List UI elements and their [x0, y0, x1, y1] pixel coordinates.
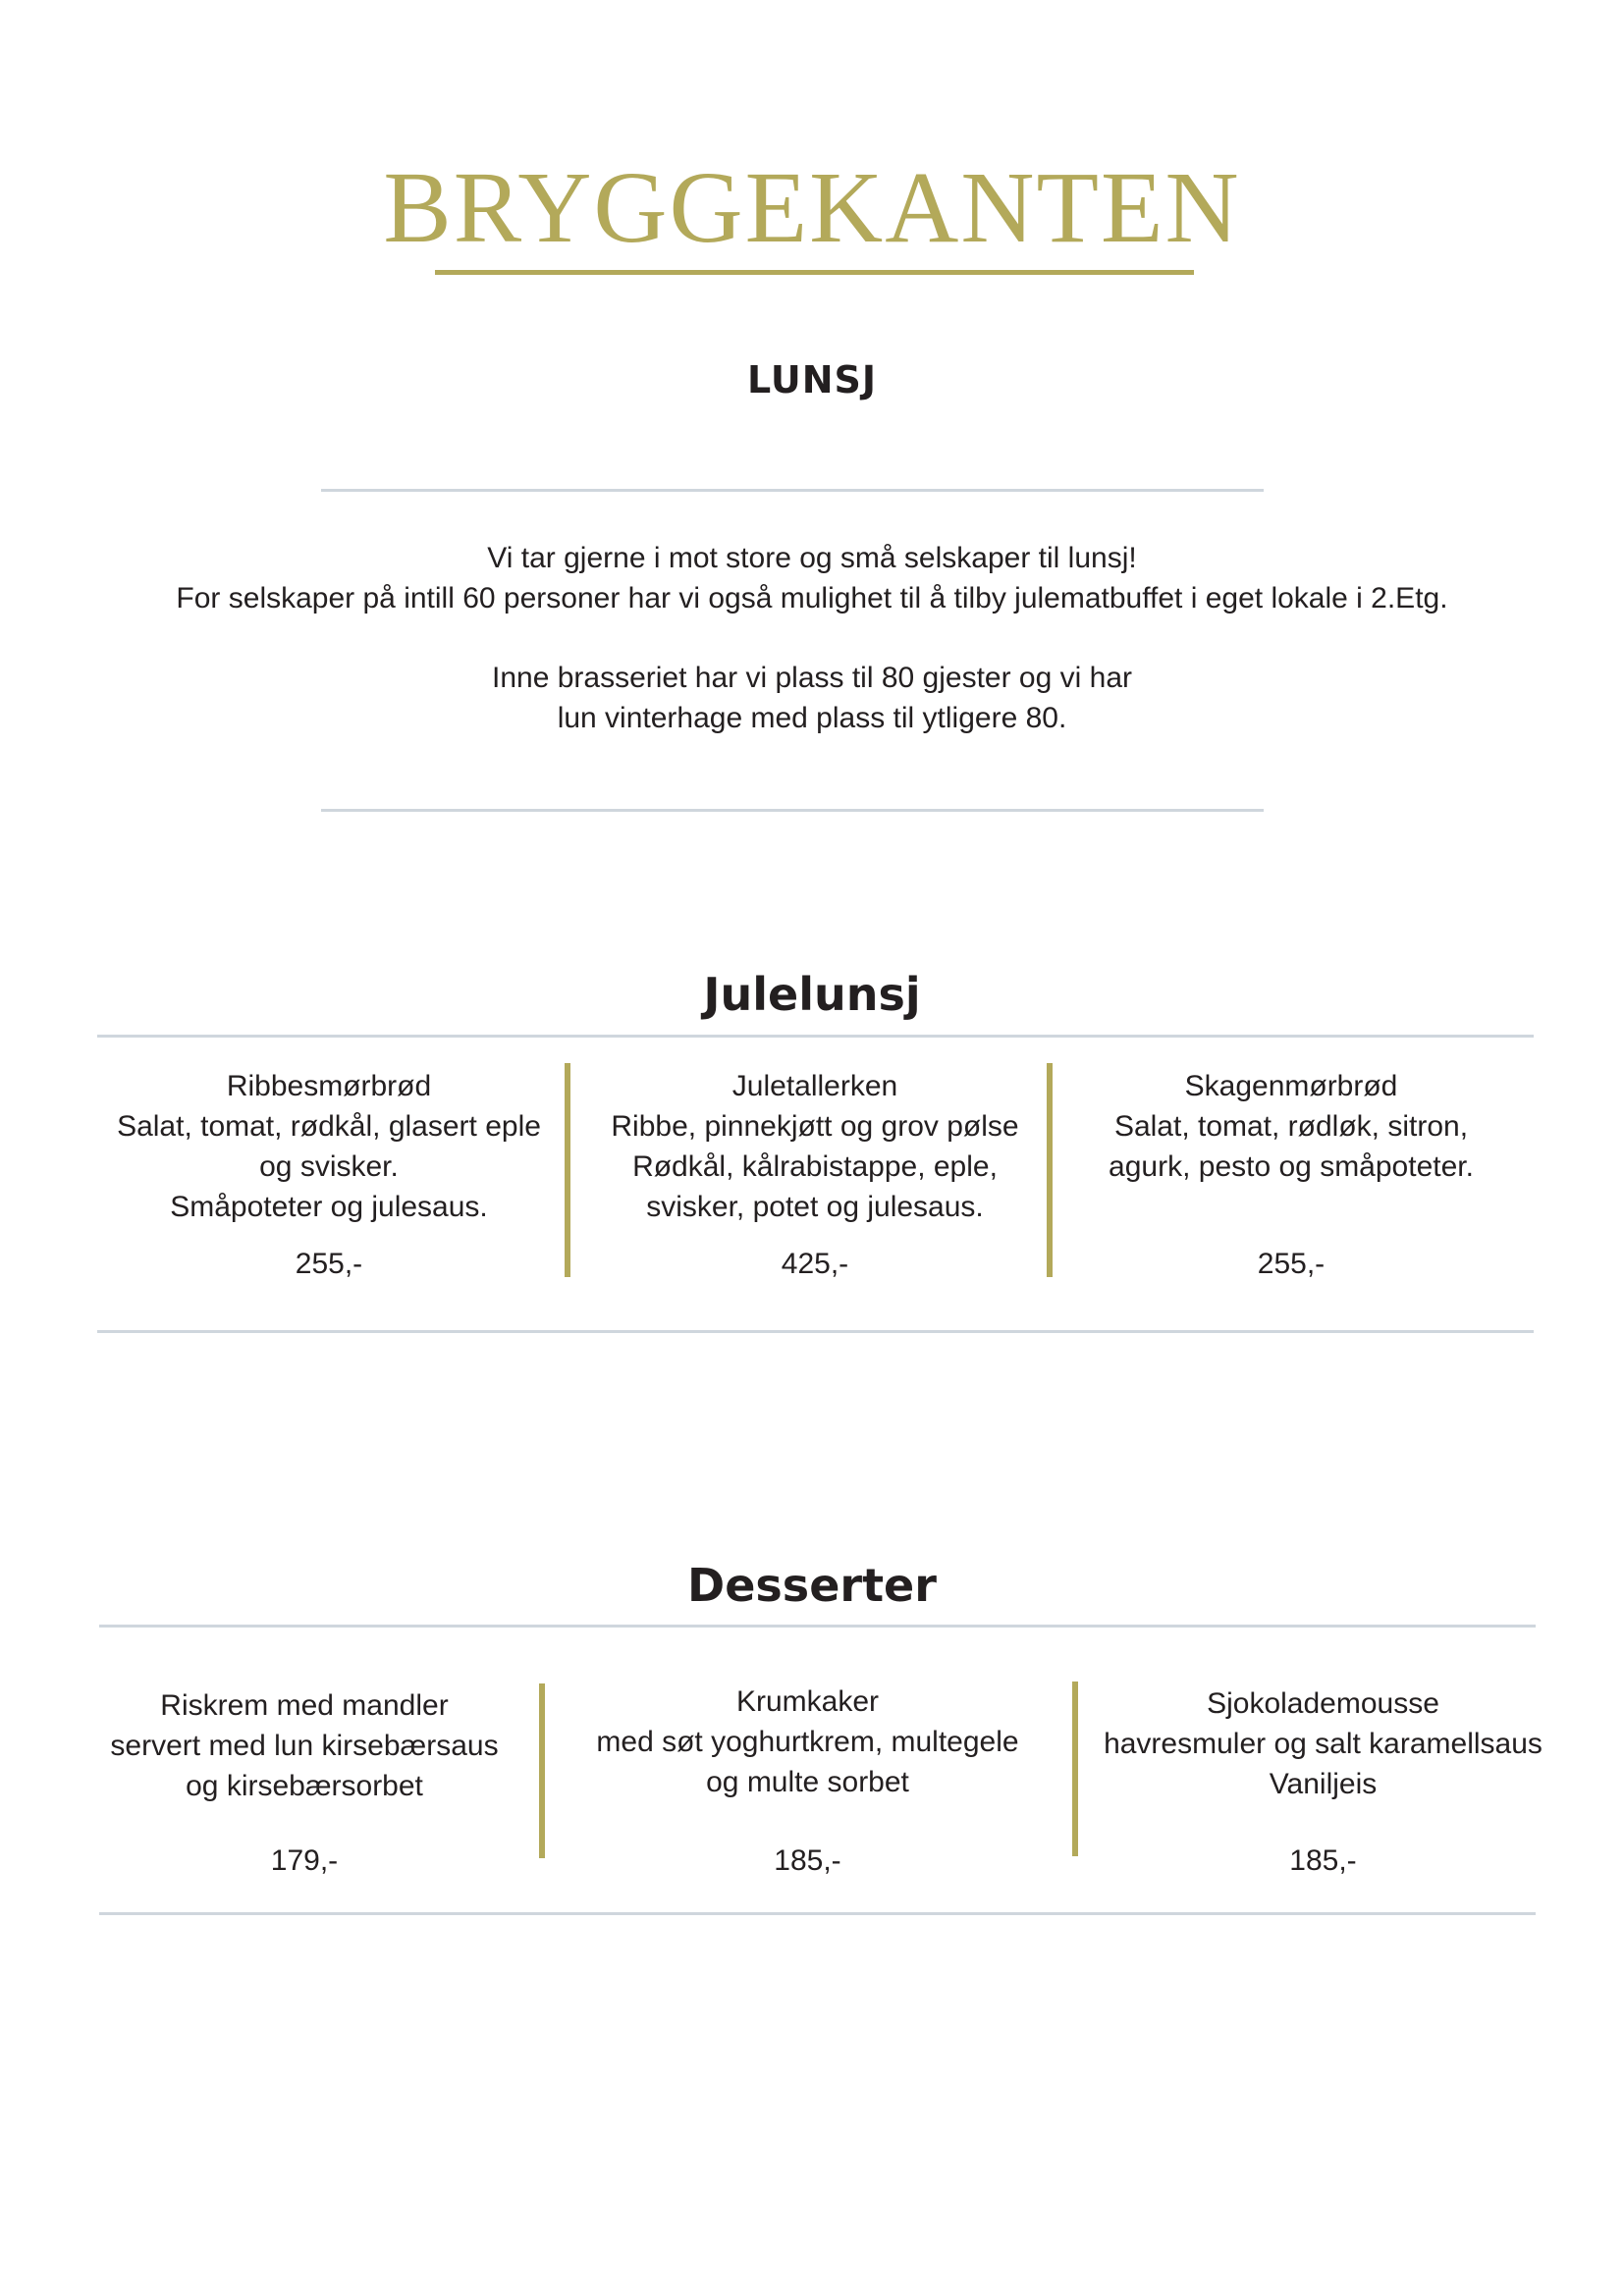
- dish-description: svisker, potet og julesaus.: [646, 1191, 984, 1223]
- column-divider: [539, 1683, 545, 1858]
- divider-top: [321, 489, 1264, 492]
- intro-line: lun vinterhage med plass til ytligere 80.: [557, 702, 1067, 734]
- intro-line: Vi tar gjerne i mot store og små selskaper til lunsj!: [487, 542, 1137, 574]
- dish-price: 425,-: [781, 1248, 849, 1280]
- menu-item-krumkaker: [565, 1682, 1051, 1802]
- dish-description: og multe sorbet: [706, 1766, 909, 1798]
- desserter-rule-bottom: [99, 1912, 1536, 1915]
- intro-line: For selskaper på intill 60 personer har vi også mulighet til å tilby julematbuffet i eget lokale i 2.Etg.: [176, 582, 1448, 614]
- dish-description: Småpoteter og julesaus.: [170, 1191, 488, 1223]
- intro-line: Inne brasseriet har vi plass til 80 gjester og vi har: [492, 662, 1132, 694]
- lunsj-title: LUNSJ: [746, 358, 878, 401]
- dish-price: 255,-: [1257, 1248, 1326, 1280]
- menu-item-skagenmorbrod: [1060, 1066, 1522, 1187]
- brand-title: BRYGGEKANTEN: [383, 151, 1241, 264]
- julelunsj-rule-bottom: [97, 1330, 1534, 1333]
- dish-description: og kirsebærsorbet: [186, 1770, 423, 1802]
- lunsj-intro: [0, 538, 1624, 738]
- dish-price: 185,-: [1289, 1844, 1357, 1877]
- julelunsj-title: Julelunsj: [703, 968, 921, 1021]
- dish-price: 185,-: [774, 1844, 841, 1877]
- dish-price: 255,-: [295, 1248, 363, 1280]
- dish-name: Ribbesmørbrød: [226, 1070, 432, 1102]
- dish-description: Rødkål, kålrabistappe, eple,: [632, 1150, 998, 1183]
- menu-item-juletallerken: [579, 1066, 1051, 1227]
- dish-description: og svisker.: [259, 1150, 399, 1183]
- dish-price: 179,-: [270, 1844, 339, 1877]
- dish-name: Skagenmørbrød: [1184, 1070, 1398, 1102]
- dish-name: Krumkaker: [735, 1685, 880, 1718]
- dish-name: Juletallerken: [731, 1070, 898, 1102]
- divider-intro-bottom: [321, 809, 1264, 812]
- dish-name: Sjokolademousse: [1207, 1687, 1439, 1720]
- dish-description: havresmuler og salt karamellsaus: [1104, 1728, 1543, 1760]
- dish-description: Salat, tomat, rødløk, sitron,: [1113, 1110, 1469, 1143]
- julelunsj-rule-top: [97, 1035, 1534, 1038]
- menu-item-riskrem: [98, 1685, 511, 1806]
- dish-description: Ribbe, pinnekjøtt og grov pølse: [611, 1110, 1019, 1143]
- column-divider: [565, 1063, 570, 1277]
- dish-description: Vaniljeis: [1269, 1768, 1378, 1800]
- dish-description: Salat, tomat, rødkål, glasert eple: [117, 1110, 541, 1143]
- desserter-rule-top: [99, 1625, 1536, 1628]
- menu-item-sjokolademousse: [1085, 1683, 1561, 1804]
- dish-description: servert med lun kirsebærsaus: [110, 1730, 499, 1762]
- column-divider: [1072, 1682, 1078, 1856]
- dish-name: Riskrem med mandler: [160, 1689, 449, 1722]
- menu-item-ribbesmorbrod: [98, 1066, 560, 1227]
- brand-underline: [435, 270, 1194, 275]
- dish-description: med søt yoghurtkrem, multegele: [596, 1726, 1019, 1758]
- column-divider: [1047, 1063, 1053, 1277]
- dish-description: agurk, pesto og småpoteter.: [1109, 1150, 1474, 1183]
- desserter-title: Desserter: [687, 1559, 937, 1612]
